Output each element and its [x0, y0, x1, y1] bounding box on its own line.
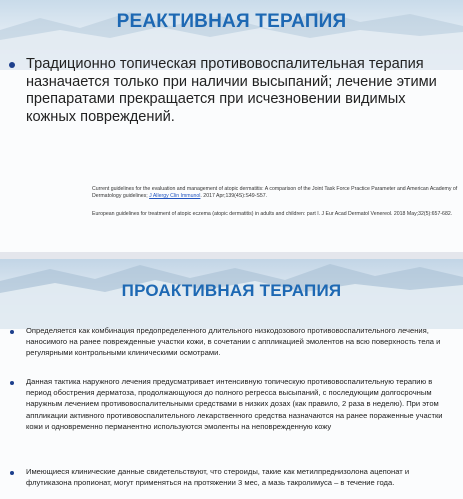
bullet-icon	[10, 330, 14, 334]
reference-1-link[interactable]: J Allergy Clin Immunol	[149, 193, 201, 200]
reference-1-text: Current guidelines for the evaluation and management of atopic dermatitis: A comparison of the Joint Task Force Practice Parameter and American Academy of Dermatology guidelines;	[92, 186, 458, 200]
main-paragraph: Традиционно топическая противовоспалительная терапия назначается только при наличии высыпаний; лечение этими препаратами прекращается при исчезновении видимых кожных повреждений.	[26, 56, 437, 125]
slide-proactive-therapy	[0, 259, 463, 499]
bullet-icon	[10, 471, 14, 475]
slide-title: ПРОАКТИВНАЯ ТЕРАПИЯ	[121, 281, 342, 300]
reference-2: European guidelines for treatment of atopic eczema (atopic dermatitis) in adults and children: part I. J Eur Acad Dermatol Venereol. 2018 May;32(5):657-682.	[92, 211, 453, 217]
reference-1	[92, 186, 458, 200]
bullet-icon	[9, 62, 15, 68]
reference-1-tail: . 2017 Apr;139(4S):S49-S57.	[200, 193, 268, 200]
bullet-text-2: Данная тактика наружного лечения предусматривает интенсивную топическую противовоспалительную терапию в период обострения дерматоза, продолжающуюся до полного регресса высыпаний, с последующим долгосрочным наружным лечением противовоспалительными средствами в низких дозах (как правило, 2 раза в неделю). При этом аппликации активного противовоспалительного лекарственного средства назначаются на ранее пораженные участки кожи и одновременно перманентно используются эмоленты на неповрежденную кожу	[26, 377, 443, 431]
slide-title: РЕАКТИВНАЯ ТЕРАПИЯ	[116, 11, 347, 32]
bullet-text-3: Имеющиеся клинические данные свидетельствуют, что стероиды, такие как метилпреднизолона ацепонат и флутиказона пропионат, могут применяться на протяжении 3 мес, а мазь такролимуса – в течение года.	[26, 467, 410, 488]
bullet-text-1: Определяется как комбинация предопределенного длительного низкодозового противовоспалительного лечения, наносимого на ранее поврежденные участки кожи, в сочетании с аппликацией эмолентов на всю поверхность тела и регулярными контрольными клиническими осмотрами.	[26, 326, 441, 358]
bullet-icon	[10, 381, 14, 385]
